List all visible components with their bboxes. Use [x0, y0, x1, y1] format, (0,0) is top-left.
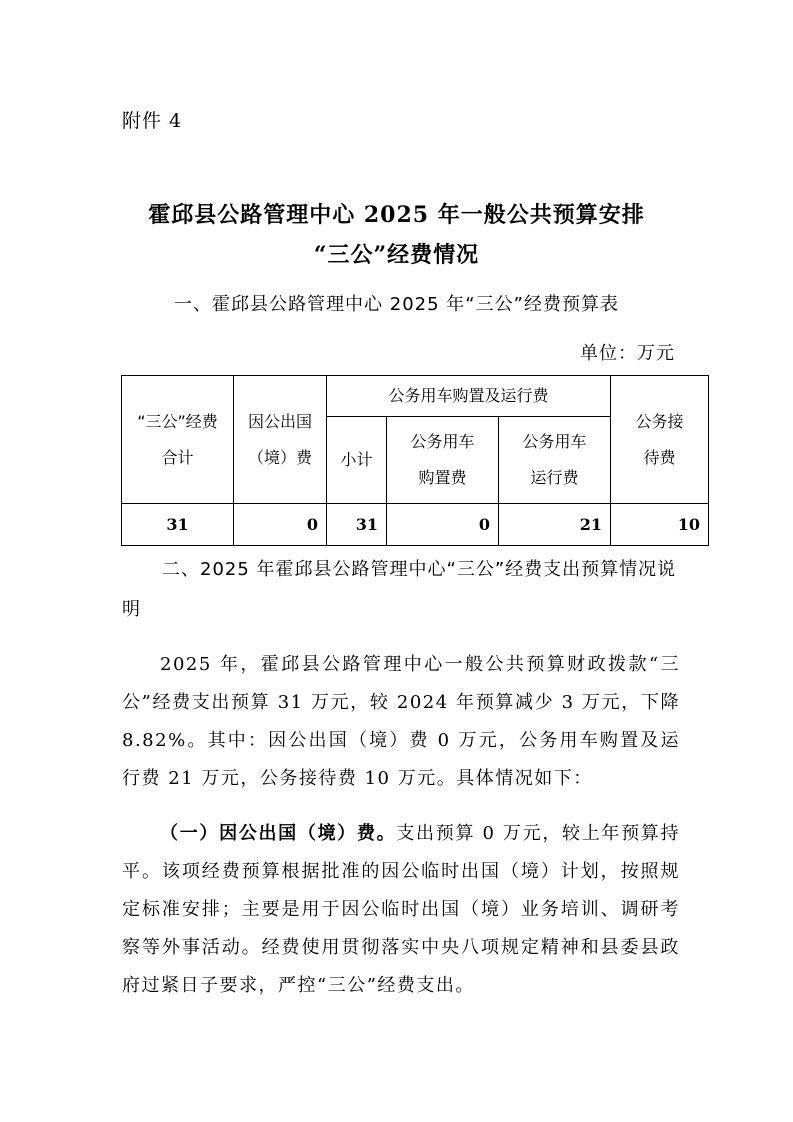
header-reception-text: 公务接待费 [635, 411, 684, 467]
header-total-text: “三公”经费合计 [137, 411, 218, 467]
section1-heading: 一、霍邱县公路管理中心 2025 年“三公”经费预算表 [174, 294, 619, 315]
paragraph-abroad [122, 815, 680, 1005]
header-vehicle-purchase [387, 417, 499, 504]
table-row [122, 504, 709, 546]
document-title-line2: “三公”经费情况 [313, 242, 480, 268]
header-abroad [234, 376, 327, 504]
paragraph-summary: 2025 年，霍邱县公路管理中心一般公共预算财政拨款“三公”经费支出预算 31 万元，较 2024 年预算减少 3 万元，下降 8.82%。其中：因公出国（境）费 0 万元，公务用车购置及运行费 21 万元，公务接待费 10 万元。具体情况如下： [122, 654, 680, 789]
header-vehicle-group: 公务用车购置及运行费 [327, 376, 611, 417]
header-vehicle-operation-text: 公务用车运行费 [522, 432, 587, 487]
cell-reception: 10 [611, 504, 709, 546]
header-reception [611, 376, 709, 504]
paragraph-abroad-body: 支出预算 0 万元，较上年预算持平。该项经费预算根据批准的因公临时出国（境）计划，按照规定标准安排；主要是用于因公临时出国（境）业务培训、调研考察等外事活动。经费使用贯彻落实中央八项规定精神和县委县政府过紧日子要求，严控“三公”经费支出。 [122, 823, 680, 996]
header-subtotal: 小计 [327, 417, 387, 504]
cell-subtotal: 31 [327, 504, 387, 546]
paragraph-abroad-lead: （一）因公出国（境）费。 [160, 823, 397, 844]
cell-abroad: 0 [234, 504, 327, 546]
header-vehicle-operation [499, 417, 611, 504]
attachment-label: 附件 4 [122, 110, 183, 132]
section2-heading: 二、2025 年霍邱县公路管理中心“三公”经费支出预算情况说明 [122, 559, 677, 620]
document-title-line1: 霍邱县公路管理中心 2025 年一般公共预算安排 [148, 202, 645, 228]
unit-label: 单位：万元 [580, 343, 675, 364]
cell-vehicle-operation: 21 [499, 504, 611, 546]
cell-vehicle-purchase: 0 [387, 504, 499, 546]
header-vehicle-purchase-text: 公务用车购置费 [410, 432, 475, 487]
cell-total: 31 [122, 504, 234, 546]
header-total [122, 376, 234, 504]
header-abroad-text: 因公出国（境）费 [247, 411, 312, 467]
table-header-row [122, 376, 709, 417]
budget-table [121, 375, 709, 546]
